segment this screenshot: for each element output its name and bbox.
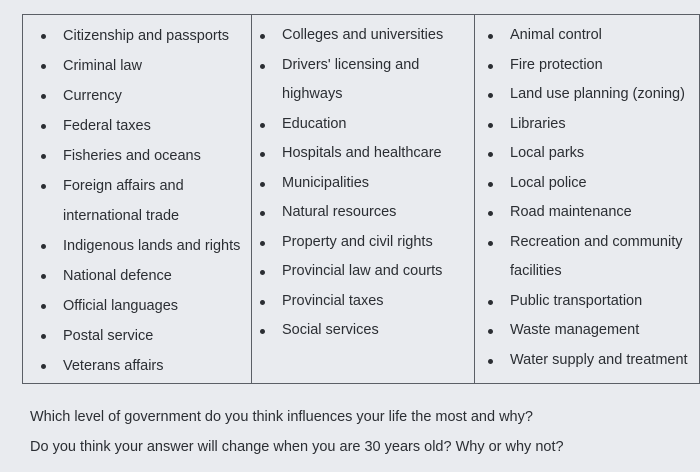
question-2: Do you think your answer will change when you are 30 years old? Why or why not? bbox=[30, 439, 564, 455]
federal-list-item bbox=[23, 51, 251, 81]
federal-item-text: Fisheries and oceans bbox=[63, 148, 201, 164]
federal-column bbox=[23, 15, 252, 384]
bullet-icon bbox=[488, 34, 493, 39]
provincial-list-item bbox=[252, 110, 474, 140]
municipal-list-item bbox=[475, 21, 699, 51]
municipal-list-item bbox=[475, 287, 699, 317]
bullet-icon bbox=[488, 300, 493, 305]
municipal-item-text: Local police bbox=[510, 174, 587, 191]
bullet-icon bbox=[488, 93, 493, 98]
bullet-icon bbox=[260, 123, 265, 128]
provincial-list-item bbox=[252, 139, 474, 169]
bullet-icon bbox=[488, 329, 493, 334]
provincial-list-item bbox=[252, 80, 474, 110]
provincial-item-text: Provincial taxes bbox=[282, 292, 384, 309]
bullet-icon bbox=[488, 241, 493, 246]
federal-list-item bbox=[23, 201, 251, 231]
federal-item-text: Currency bbox=[63, 88, 122, 104]
provincial-item-text: Provincial law and courts bbox=[282, 263, 443, 279]
federal-list-item bbox=[23, 231, 251, 261]
provincial-list-item bbox=[252, 169, 474, 199]
federal-list-item bbox=[23, 321, 251, 351]
bullet-icon bbox=[260, 34, 265, 39]
federal-item-text: Postal service bbox=[63, 328, 154, 344]
bullet-icon bbox=[488, 182, 493, 187]
provincial-item-text: Municipalities bbox=[282, 174, 370, 191]
provincial-item-text: Hospitals and healthcare bbox=[282, 145, 442, 161]
government-responsibilities-table bbox=[22, 14, 700, 384]
federal-item-text: Citizenship and passports bbox=[63, 28, 230, 44]
municipal-item-text: Public transportation bbox=[510, 292, 643, 309]
provincial-item-text: Education bbox=[282, 115, 347, 132]
questions-block bbox=[30, 408, 564, 468]
municipal-list-item bbox=[475, 346, 699, 376]
bullet-icon bbox=[260, 64, 265, 69]
municipal-item-text: Libraries bbox=[510, 115, 566, 132]
municipal-item-text: Road maintenance bbox=[510, 204, 632, 220]
bullet-icon bbox=[41, 154, 46, 159]
federal-item-text: Veterans affairs bbox=[63, 358, 164, 374]
provincial-column bbox=[252, 15, 475, 384]
federal-list-item bbox=[23, 21, 251, 51]
federal-list-item bbox=[23, 171, 251, 201]
provincial-list-item bbox=[252, 257, 474, 287]
municipal-item-text: Land use planning (zoning) bbox=[510, 86, 685, 102]
bullet-icon bbox=[260, 300, 265, 305]
provincial-list bbox=[252, 15, 474, 346]
bullet-icon bbox=[41, 244, 46, 249]
bullet-icon bbox=[488, 211, 493, 216]
bullet-icon bbox=[41, 304, 46, 309]
bullet-icon bbox=[41, 94, 46, 99]
municipal-item-text: Recreation and community bbox=[510, 233, 683, 250]
federal-list-item bbox=[23, 351, 251, 381]
municipal-list-item bbox=[475, 169, 699, 199]
bullet-icon bbox=[41, 334, 46, 339]
municipal-column bbox=[475, 15, 700, 384]
federal-item-text: Indigenous lands and rights bbox=[63, 238, 241, 254]
municipal-list-item bbox=[475, 257, 699, 287]
bullet-icon bbox=[260, 152, 265, 157]
bullet-icon bbox=[260, 211, 265, 216]
provincial-item-text: Social services bbox=[282, 322, 379, 338]
municipal-list-item bbox=[475, 316, 699, 346]
federal-item-text: Criminal law bbox=[63, 58, 142, 74]
provincial-list-item bbox=[252, 316, 474, 346]
provincial-list-item bbox=[252, 21, 474, 51]
provincial-list-item bbox=[252, 198, 474, 228]
federal-list-item bbox=[23, 141, 251, 171]
provincial-item-text: Colleges and universities bbox=[282, 27, 444, 43]
federal-item-text: Official languages bbox=[63, 298, 179, 314]
provincial-item-text: highways bbox=[282, 86, 343, 102]
bullet-icon bbox=[41, 34, 46, 39]
bullet-icon bbox=[41, 274, 46, 279]
provincial-list-item bbox=[252, 51, 474, 81]
municipal-list-item bbox=[475, 110, 699, 140]
bullet-icon bbox=[260, 329, 265, 334]
bullet-icon bbox=[41, 184, 46, 189]
municipal-list bbox=[475, 15, 699, 375]
municipal-list-item bbox=[475, 198, 699, 228]
bullet-icon bbox=[41, 124, 46, 129]
federal-list-item bbox=[23, 291, 251, 321]
municipal-item-text: facilities bbox=[510, 263, 562, 279]
bullet-icon bbox=[488, 152, 493, 157]
bullet-icon bbox=[260, 270, 265, 275]
bullet-icon bbox=[488, 123, 493, 128]
federal-item-text: international trade bbox=[63, 208, 180, 224]
federal-item-text: Federal taxes bbox=[63, 118, 151, 134]
municipal-item-text: Waste management bbox=[510, 322, 640, 338]
bullet-icon bbox=[41, 64, 46, 69]
municipal-item-text: Fire protection bbox=[510, 56, 603, 73]
bullet-icon bbox=[488, 64, 493, 69]
federal-list-item bbox=[23, 111, 251, 141]
bullet-icon bbox=[260, 241, 265, 246]
bullet-icon bbox=[488, 359, 493, 364]
bullet-icon bbox=[41, 364, 46, 369]
bullet-icon bbox=[260, 182, 265, 187]
provincial-item-text: Property and civil rights bbox=[282, 233, 433, 250]
federal-item-text: Foreign affairs and bbox=[63, 178, 184, 194]
federal-list bbox=[23, 15, 251, 381]
federal-list-item bbox=[23, 81, 251, 111]
municipal-list-item bbox=[475, 139, 699, 169]
federal-list-item bbox=[23, 261, 251, 291]
federal-item-text: National defence bbox=[63, 268, 172, 284]
municipal-list-item bbox=[475, 228, 699, 258]
provincial-list-item bbox=[252, 287, 474, 317]
provincial-item-text: Drivers' licensing and bbox=[282, 56, 420, 73]
municipal-list-item bbox=[475, 80, 699, 110]
municipal-item-text: Water supply and treatment bbox=[510, 351, 688, 368]
municipal-item-text: Animal control bbox=[510, 27, 602, 43]
municipal-list-item bbox=[475, 51, 699, 81]
provincial-list-item bbox=[252, 228, 474, 258]
question-1: Which level of government do you think influences your life the most and why? bbox=[30, 409, 533, 425]
municipal-item-text: Local parks bbox=[510, 145, 585, 161]
provincial-item-text: Natural resources bbox=[282, 204, 397, 220]
